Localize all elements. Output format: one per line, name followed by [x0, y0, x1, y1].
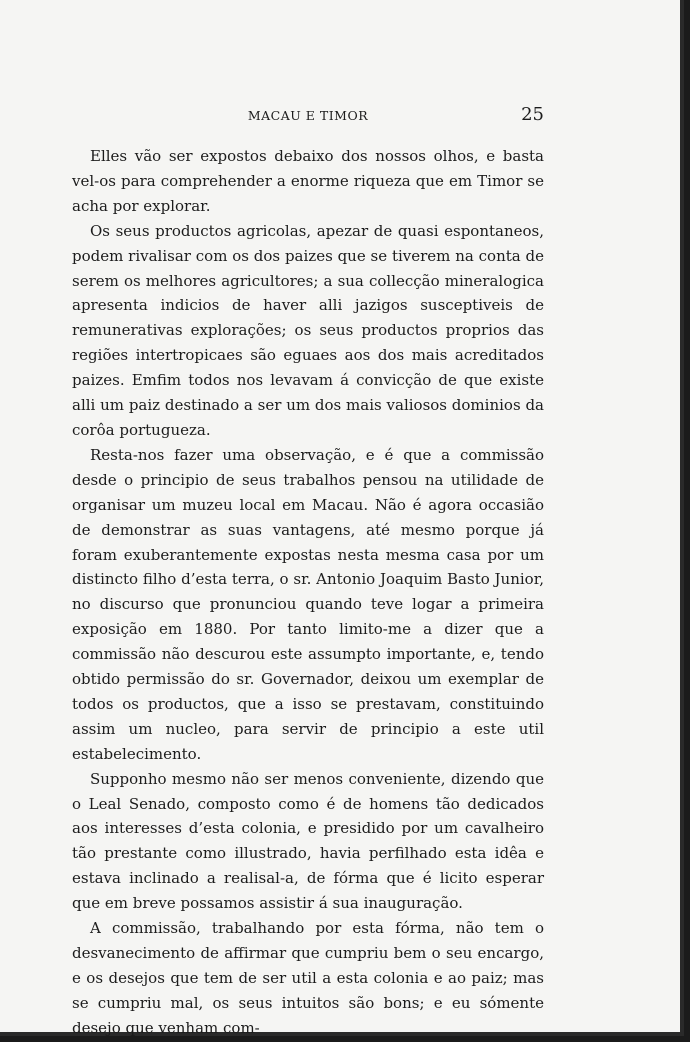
- paragraph-3: Resta-nos fazer uma observação, e é que a commissão desde o principio de seus trabalhos pensou na utilidade de organisar um muzeu local em Macau. Não é agora occasião de demonstrar as suas vantagens, até mesmo porque já foram exuberantemente expostas nesta mesma casa por um distincto filho d’esta terra, o sr. Antonio Joaquim Basto Junior, no discurso que pronunciou quando teve logar a primeira exposição em 1880. Por tanto limito-me a dizer que a commissão não descurou este assumpto importante, e, tendo obtido permissão do sr. Governador, deixou um exemplar de todos os productos, que a isso se prestavam, constituindo assim um nucleo, para servir de principio a este util estabelecimento.: [72, 445, 544, 763]
- page-header: [72, 104, 544, 128]
- page-body: [72, 144, 544, 1041]
- page-number: 25: [521, 104, 544, 125]
- paragraph-2: Os seus productos agricolas, apezar de quasi espontaneos, podem rivalisar com os dos paizes que se tiverem na conta de serem os melhores agricultores; a sua collecção mineralogica apresenta indicios de haver alli jazigos susceptiveis de remunerativas explorações; os seus productos proprios das regiões intertropicaes são eguaes aos dos mais acreditados paizes. Emfim todos nos levavam á convicção de que existe alli um paiz destinado a ser um dos mais valiosos dominios da corôa portugueza.: [72, 221, 544, 439]
- paragraph-5: A commissão, trabalhando por esta fórma, não tem o desvanecimento de affirmar que cumpriu bem o seu encargo, e os desejos que tem de ser util a esta colonia e ao paiz; mas se cumpriu mal, os seus intuitos são bons; e eu sómente desejo que venham com-: [72, 919, 544, 1037]
- running-title: MACAU E TIMOR: [247, 108, 369, 123]
- paragraph-4: Supponho mesmo não ser menos conveniente, dizendo que o Leal Senado, composto como é de homens tão dedicados aos interesses d’esta colonia, e presidido por um cavalheiro tão prestante como illustrado, havia perfilhado esta idêa e estava inclinado a realisal-a, de fórma que é licito esperar que em breve possamos assistir á sua inauguração.: [72, 769, 544, 913]
- paragraph-1: Elles vão ser expostos debaixo dos nossos olhos, e basta vel-os para comprehender a enorme riqueza que em Timor se acha por explorar.: [72, 147, 544, 215]
